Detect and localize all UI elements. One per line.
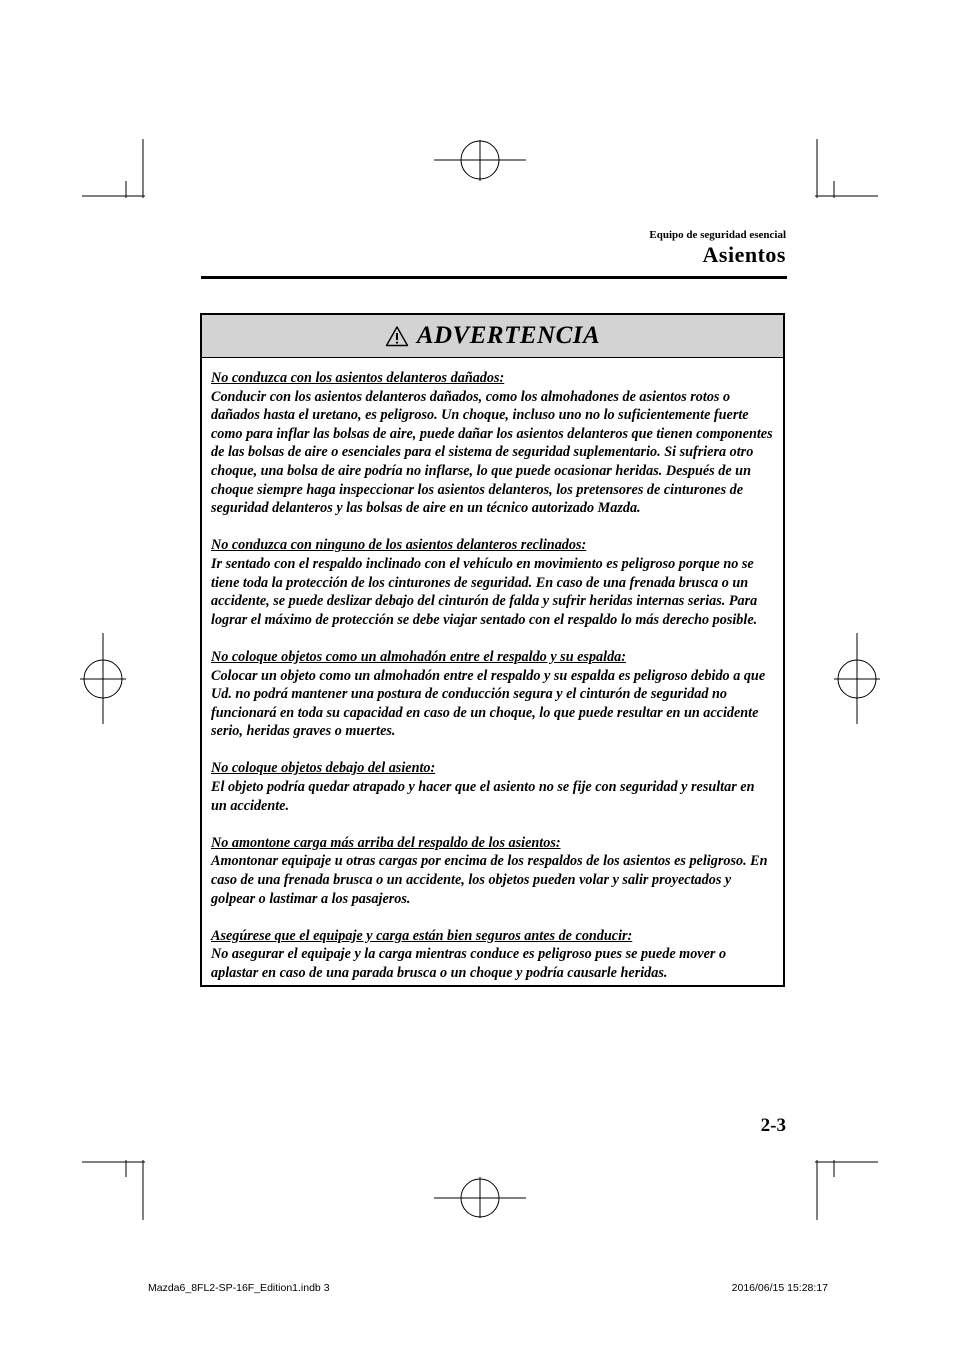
warning-box xyxy=(200,313,785,987)
page-number: 2-3 xyxy=(760,1115,786,1136)
warning-title: ADVERTENCIA xyxy=(416,322,601,349)
warning-item-heading: No amontone carga más arriba del respaldo de los asientos: xyxy=(211,834,561,851)
warning-item-text: El objeto podría quedar atrapado y hacer que el asiento no se fije con seguridad y resultar en un accidente. xyxy=(211,779,755,814)
warning-item xyxy=(211,759,773,815)
warning-item xyxy=(211,369,773,518)
warning-header xyxy=(202,315,783,358)
warning-item-text: Amontonar equipaje u otras cargas por encima de los respaldos de los asientos es peligroso. En caso de una frenada brusca o un accidente, los objetos pueden volar y salir proyectados y golpear o lastimar a los pasajeros. xyxy=(211,853,768,907)
warning-item-heading: No conduzca con ninguno de los asientos delanteros reclinados: xyxy=(211,537,587,554)
warning-item xyxy=(211,536,773,629)
warning-item-text: No asegurar el equipaje y la carga mientras conduce es peligroso pues se puede mover o aplastar en caso de una parada brusca o un choque y podría causarle heridas. xyxy=(211,946,727,981)
warning-item-heading: No conduzca con los asientos delanteros dañados: xyxy=(211,370,505,386)
warning-item xyxy=(211,834,773,908)
section-name: Equipo de seguridad esencial xyxy=(649,229,786,241)
warning-item-heading: No coloque objetos debajo del asiento: xyxy=(211,760,436,777)
footer-timestamp: 2016/06/15 15:28:17 xyxy=(731,1282,828,1294)
warning-triangle-icon xyxy=(385,325,409,347)
page-title: Asientos xyxy=(702,242,786,267)
warning-item-text: Ir sentado con el respaldo inclinado con el vehículo en movimiento es peligroso porque no se tiene toda la protección de los cinturones de seguridad. En caso de una frenada brusca o un accidente, se puede deslizar debajo del cinturón de falda y sufrir heridas internas serias. Para lograr el máximo de protección se debe viajar sentado con el respaldo lo más derecho posible. xyxy=(211,555,758,628)
warning-item xyxy=(211,648,773,741)
warning-item-text: Conducir con los asientos delanteros dañados, como los almohadones de asientos rotos o dañados hasta el uretano, es peligroso. Un choque, incluso uno no lo suficientemente fuerte como para inflar las bolsas de aire, puede dañar los asientos delanteros que tienen componentes de las bolsas de aire o esenciales para el sistema de seguridad suplementario. Si sufriera otro choque, una bolsa de aire podría no inflarse, lo que puede ocasionar heridas. Después de un choque siempre haga inspeccionar los asientos delanteros, los pretensores de cinturones de seguridad delanteros y las bolsas de aire en un técnico autorizado Mazda. xyxy=(211,388,773,517)
warning-body xyxy=(202,358,783,983)
warning-item-text: Colocar un objeto como un almohadón entre el respaldo y su espalda es peligroso debido a que Ud. no podrá mantener una postura de conducción segura y el cinturón de seguridad no funcionará en toda su capacidad en caso de un choque, lo que puede resultar en un accidente serio, heridas graves o muertes. xyxy=(211,667,766,740)
warning-item-heading: No coloque objetos como un almohadón entre el respaldo y su espalda: xyxy=(211,648,626,665)
warning-item-heading: Asegúrese que el equipaje y carga están bien seguros antes de conducir: xyxy=(211,927,633,944)
footer-file-name: Mazda6_8FL2-SP-16F_Edition1.indb 3 xyxy=(148,1282,330,1294)
header-rule xyxy=(201,276,787,279)
warning-item xyxy=(211,927,773,983)
